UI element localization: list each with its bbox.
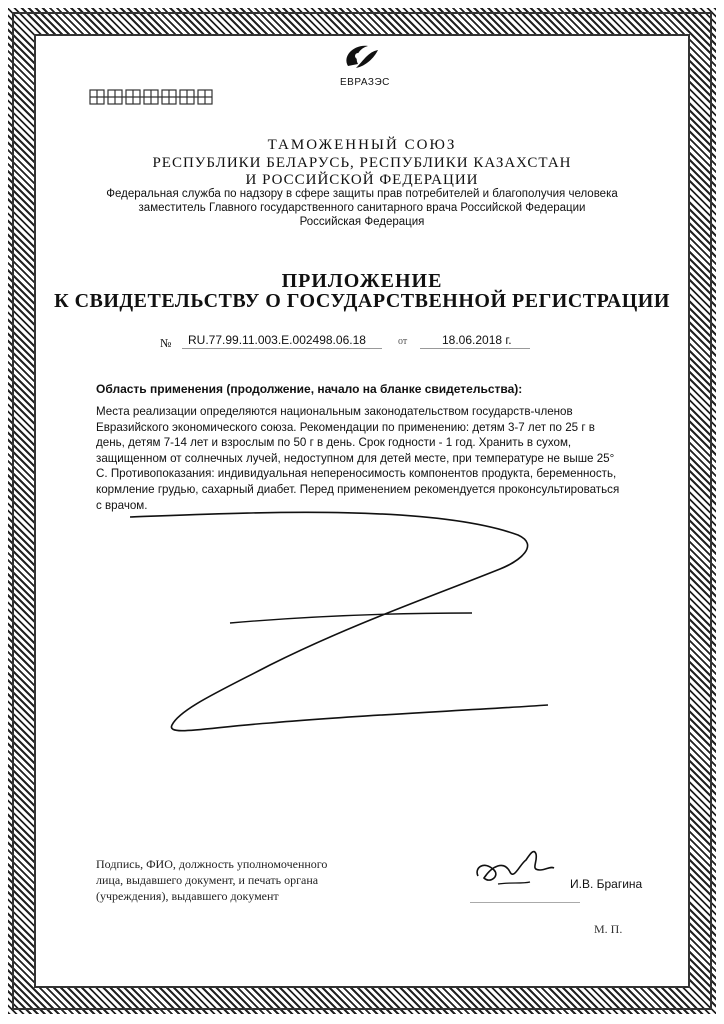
eurasec-emblem-icon [334,38,382,74]
scope-line: С. Противопоказания: индивидуальная непереносимость компонентов продукта, беременность, [96,467,617,481]
authority-line1: Федеральная служба по надзору в сфере защиты прав потребителей и благополучия человека [106,188,618,200]
registration-number: RU.77.99.11.003.E.002498.06.18 [188,333,366,347]
scope-line: защищенном от солнечных лучей, недоступном для детей месте, при температуре не выше 25° [96,451,615,465]
registration-date: 18.06.2018 г. [442,333,512,347]
authority-line2: заместитель Главного государственного санитарного врача Российской Федерации [138,202,586,214]
signature-label-line: лица, выдавшего документ, и печать органа [96,873,319,887]
document-title: ПРИЛОЖЕНИЕ [281,270,443,292]
emblem-caption: ЕВРАЗЭС [340,77,390,88]
signature-label-line: (учреждения), выдавшего документ [96,889,279,903]
scope-text [96,404,636,513]
scope-line: Евразийского экономического союза. Рекомендации по применению: детям 3-7 лет по 25 г в [96,420,595,434]
number-underline [182,348,382,349]
blank-serial-pattern [88,86,218,108]
signature-field-label [96,856,327,904]
customs-union-heading: ТАМОЖЕННЫЙ СОЮЗ [267,137,457,153]
scope-title: Область применения (продолжение, начало на бланке свидетельства): [96,382,523,396]
date-underline [420,348,530,349]
signer-name: И.В. Брагина [570,877,643,891]
signature-label-line: Подпись, ФИО, должность уполномоченного [96,857,328,871]
member-states-heading-line1: РЕСПУБЛИКИ БЕЛАРУСЬ, РЕСПУБЛИКИ КАЗАХСТАН [152,155,572,171]
handwritten-signature [470,840,560,890]
scope-line: день, детям 7-14 лет и взрослым по 50 г в день. Срок годности - 1 год. Хранить в сухом, [96,436,572,450]
scope-line: с врачом. [96,498,148,512]
number-sign: № [160,336,172,350]
authority-line3: Российская Федерация [299,216,425,228]
blank-space-z-mark [100,505,560,765]
scope-line: Места реализации определяются национальным законодательством государств-членов [96,405,573,418]
document-subtitle: К СВИДЕТЕЛЬСТВУ О ГОСУДАРСТВЕННОЙ РЕГИСТРАЦИИ [54,290,670,312]
date-from-label: от [398,336,408,347]
member-states-heading-line2: И РОССИЙСКОЙ ФЕДЕРАЦИИ [245,172,479,188]
scope-line: кормление грудью, сахарный диабет. Перед применением рекомендуется проконсультироваться [96,482,620,496]
signature-underline [470,902,580,903]
stamp-place-label: М. П. [594,922,623,936]
